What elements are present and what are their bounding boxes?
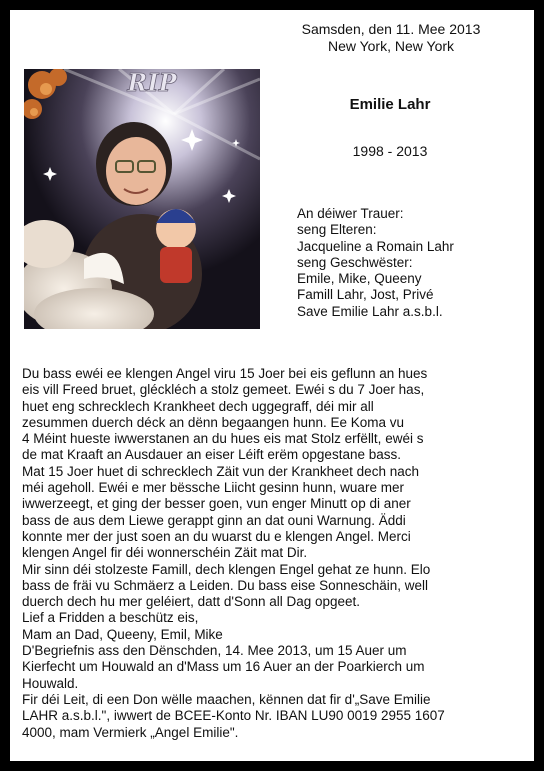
body-line: duerch dech hu mer geléiert, datt d'Sonn all Dag opgeet. xyxy=(22,594,361,610)
body-line: Mat 15 Joer huet di schrecklech Zäit vun der Krankheet dech nach xyxy=(22,463,419,479)
body-line: bass de aus dem Liewe gerappt ginn an dat ouni Warnung. Äddi xyxy=(22,512,406,528)
memorial-photo-illustration xyxy=(24,69,260,329)
body-line: de mat Kraaft an Ausdauer an eiser Léift erëm opgestane bass. xyxy=(22,447,401,463)
body-line: iwwerzeegt, et ging der besser goen, vun enger Minutt op di aner xyxy=(22,496,411,512)
rip-caption: RIP xyxy=(127,69,177,97)
body-line: eis vill Freed bruet, gléckléch a stolz gemeet. Ewéi s du 7 Joer has, xyxy=(22,382,425,398)
body-line: Fir déi Leit, di een Don wëlle maachen, kënnen dat fir d'„Save Emilie xyxy=(22,691,431,707)
deceased-years: 1998 - 2013 xyxy=(352,143,428,159)
body-line: Lief a Fridden a beschütz eis, xyxy=(22,610,199,626)
obituary-page xyxy=(10,10,534,761)
body-line: 4000, mam Vermierk „Angel Emilie". xyxy=(22,724,239,740)
mourners-line: seng Geschwëster: xyxy=(297,254,413,270)
body-line: 4 Méint hueste iwwerstanen an du hues eis mat Stolz erfëllt, ewéi s xyxy=(22,431,424,447)
body-line: LAHR a.s.b.l.", iwwert de BCEE-Konto Nr. IBAN LU90 0019 2955 1607 xyxy=(22,708,445,724)
date-line: Samsden, den 11. Mee 2013 xyxy=(301,21,481,37)
body-line: méi ageholl. Ewéi e mer bëssche Liicht gesinn hunn, wuare mer xyxy=(22,480,404,496)
mourners-line: Save Emilie Lahr a.s.b.l. xyxy=(297,303,443,319)
obituary-text xyxy=(22,366,530,741)
body-line: Du bass ewéi ee klengen Angel viru 15 Joer bei eis geflunn an hues xyxy=(22,366,428,381)
mourners-line: Famill Lahr, Jost, Privé xyxy=(297,287,434,303)
body-line: Houwald. xyxy=(22,675,79,691)
mourners-list xyxy=(297,206,527,320)
mourners-line: An déiwer Trauer: xyxy=(297,206,404,221)
body-line: bass de fräi vu Schmäerz a Leiden. Du bass eise Sonneschäin, well xyxy=(22,577,428,593)
place-date-block xyxy=(250,21,532,55)
deceased-name: Emilie Lahr xyxy=(349,96,431,113)
mourners-line: seng Elteren: xyxy=(297,222,377,238)
body-line: huet eng schrecklech Krankheet dech uggegraff, déi mir all xyxy=(22,398,374,414)
body-line: Kierfecht um Houwald an d'Mass um 16 Auer an der Poarkierch um xyxy=(22,659,425,675)
mourners-line: Emile, Mike, Queeny xyxy=(297,271,422,287)
body-line: zesummen duerch déck an dënn begaangen hunn. Ee Koma vu xyxy=(22,414,405,430)
body-line: D'Begriefnis ass den Dënschden, 14. Mee 2013, um 15 Auer um xyxy=(22,643,407,659)
place-line: New York, New York xyxy=(327,38,455,54)
body-line: Mam an Dad, Queeny, Emil, Mike xyxy=(22,626,223,642)
memorial-photo xyxy=(24,69,260,329)
body-line: konnte mer der just soen an du wuarst du e klengen Angel. Merci xyxy=(22,528,411,544)
body-line: klengen Angel fir déi wonnerschéin Zäit mat Dir. xyxy=(22,545,308,561)
mourners-line: Jacqueline a Romain Lahr xyxy=(297,238,454,254)
body-line: Mir sinn déi stolzeste Famill, dech klengen Engel gehat ze hunn. Elo xyxy=(22,561,431,577)
